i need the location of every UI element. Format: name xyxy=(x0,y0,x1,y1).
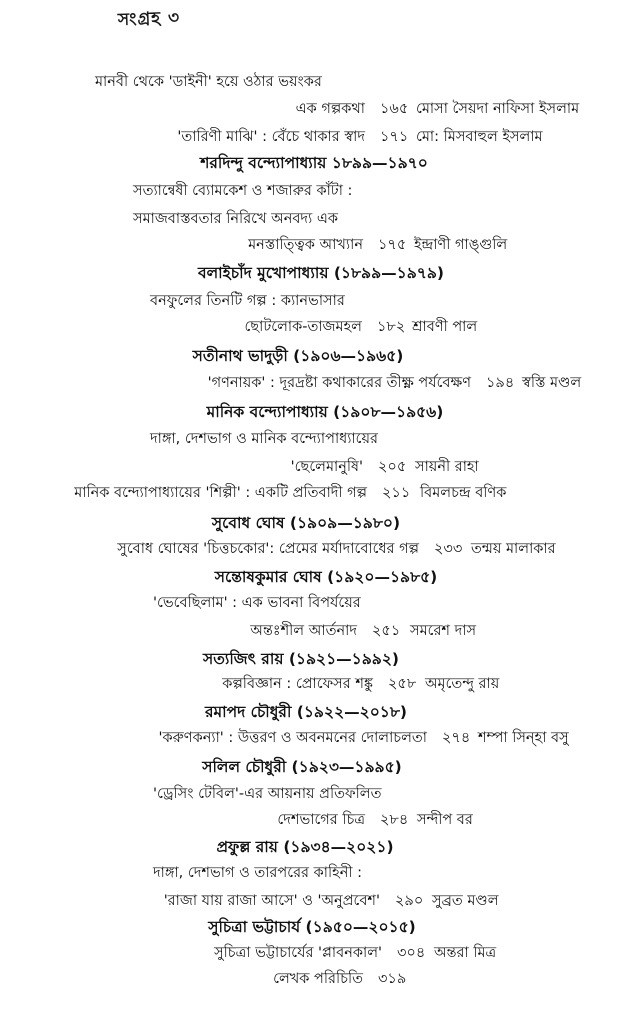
section-heading: সলিল চৌধুরী (১৯২৩—১৯৯৫) xyxy=(202,758,402,776)
handwritten-note: সংগ্রহ ৩ xyxy=(117,7,181,31)
toc-text-line: দাঙ্গা, দেশভাগ ও মানিক বন্দ্যোপাধ্যায়ের xyxy=(150,431,379,447)
entry-page-number: ২৮৪ xyxy=(380,812,409,828)
entry-title: সুচিত্রা ভট্টাচার্যের 'প্লাবনকাল' xyxy=(214,945,382,961)
entry-title: লেখক পরিচিতি xyxy=(273,971,363,987)
toc-text-line: সমাজবাস্তবতার নিরিখে অনবদ্য এক xyxy=(133,211,339,227)
toc-text-line: 'ড্রেসিং টেবিল'-এর আয়নায় প্রতিফলিত xyxy=(153,786,382,802)
entry-page-number: ২৫১ xyxy=(372,623,401,639)
entry-title: 'ছেলেমানুষি' xyxy=(290,459,363,475)
entry-title: 'রাজা যায় রাজা আসে' ও 'অনুপ্রবেশ' xyxy=(163,893,380,909)
entry-author: তন্ময় মালাকার xyxy=(471,541,556,557)
entry-title: 'গণনায়ক' : দূরদ্রষ্টা কথাকারের তীক্ষ্ণ পর্যবেক্ষণ xyxy=(207,375,471,391)
entry-page-number: ২৩৩ xyxy=(434,541,463,557)
entry-page-number: ১৭৫ xyxy=(378,237,407,253)
entry-author: মোসা সৈয়দা নাফিসা ইসলাম xyxy=(416,101,580,117)
toc-text-line: মানবী থেকে 'ডাইনী' হয়ে ওঠার ভয়ংকর xyxy=(95,74,322,90)
section-heading: বলাইচাঁদ মুখোপাধ্যায় (১৮৯৯—১৯৭৯) xyxy=(197,264,444,282)
section-heading: সুবোধ ঘোষ (১৯০৯—১৯৮০) xyxy=(211,514,401,532)
entry-page-number: ৩১৯ xyxy=(378,971,407,987)
toc-text-line: 'ভেবেছিলাম' : এক ভাবনা বিপর্যয়ের xyxy=(153,595,361,611)
entry-author: অমৃতেন্দু রায় xyxy=(425,676,500,692)
toc-text-line: দাঙ্গা, দেশভাগ ও তারপরের কাহিনী : xyxy=(153,865,363,881)
entry-title: সুবোধ ঘোষের 'চিত্তচকোর': প্রেমের মর্যাদাবোধের গল্প xyxy=(117,541,419,557)
entry-page-number: ২৫৮ xyxy=(388,676,417,692)
section-heading: রমাপদ চৌধুরী (১৯২২—২০১৮) xyxy=(204,703,408,721)
section-heading: শরদিন্দু বন্দ্যোপাধ্যায় ১৮৯৯—১৯৭০ xyxy=(200,154,428,172)
entry-page-number: ১৮২ xyxy=(377,319,406,335)
entry-title: অন্তঃশীল আর্তনাদ xyxy=(250,623,357,639)
toc-text-line: সত্যান্বেষী ব্যোমকেশ ও শজারুর কাঁটা : xyxy=(133,183,353,199)
entry-title: ছোটলোক-তাজমহল xyxy=(244,319,362,335)
entry-page-number: ১৯৪ xyxy=(486,375,515,391)
entry-title: মনস্তাত্ত্বিক আখ্যান xyxy=(248,237,363,253)
entry-title: কল্পবিজ্ঞান : প্রোফেসর শঙ্কু xyxy=(222,676,373,692)
entry-page-number: ১৭১ xyxy=(380,129,409,145)
entry-page-number: ৩০৪ xyxy=(397,945,426,961)
section-heading: সতীনাথ ভাদুড়ী (১৯০৬—১৯৬৫) xyxy=(192,347,404,365)
toc-text-line: বনফুলের তিনটি গল্প : ক্যানভাসার xyxy=(150,293,345,309)
section-heading: প্রফুল্ল রায় (১৯৩৪—২০২১) xyxy=(216,838,394,856)
entry-title: মানিক বন্দ্যোপাধ্যায়ের 'শিল্পী' : একটি প্রতিবাদী গল্প xyxy=(74,485,367,501)
entry-page-number: ১৬৫ xyxy=(380,101,409,117)
entry-author: ইন্দ্রাণী গাঙ্গুলি xyxy=(414,237,508,253)
section-heading: সত্যজিৎ রায় (১৯২১—১৯৯২) xyxy=(202,650,400,668)
entry-page-number: ২০৫ xyxy=(378,459,407,475)
entry-author: স্বস্তি মণ্ডল xyxy=(522,375,582,391)
entry-author: সমরেশ দাস xyxy=(410,623,477,639)
entry-author: সন্দীপ বর xyxy=(417,812,473,828)
entry-author: বিমলচন্দ্র বণিক xyxy=(420,485,507,501)
entry-page-number: ২৭৪ xyxy=(442,730,471,746)
entry-author: সুব্রত মণ্ডল xyxy=(432,893,499,909)
section-heading: মানিক বন্দ্যোপাধ্যায় (১৯০৮—১৯৫৬) xyxy=(206,403,444,421)
entry-page-number: ২১১ xyxy=(382,485,411,501)
entry-author: শম্পা সিন্হা বসু xyxy=(478,730,569,746)
entry-title: 'করুণকন্যা' : উত্তরণ ও অবনমনের দোলাচলতা xyxy=(158,730,427,746)
section-heading: সুচিত্রা ভট্টাচার্য (১৯৫০—২০১৫) xyxy=(208,918,416,936)
entry-author: শ্রাবণী পাল xyxy=(412,319,478,335)
entry-author: মো: মিসবাহুল ইসলাম xyxy=(416,129,543,145)
section-heading: সন্তোষকুমার ঘোষ (১৯২০—১৯৮৫) xyxy=(214,568,438,586)
entry-title: এক গল্পকথা xyxy=(295,101,365,117)
entry-author: অন্তরা মিত্র xyxy=(434,945,497,961)
entry-page-number: ২৯০ xyxy=(395,893,424,909)
entry-author: সায়নী রাহা xyxy=(415,459,479,475)
entry-title: 'তারিণী মাঝি' : বেঁচে থাকার স্বাদ xyxy=(177,129,365,145)
entry-title: দেশভাগের চিত্র xyxy=(277,812,365,828)
